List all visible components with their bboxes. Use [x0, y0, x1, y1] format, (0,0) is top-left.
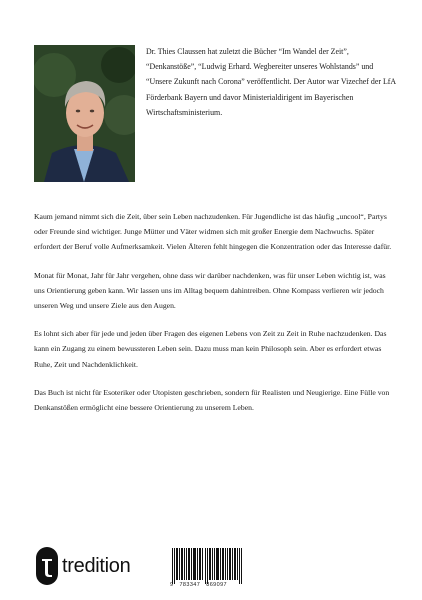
author-photo [34, 45, 135, 182]
blurb-paragraph: Kaum jemand nimmt sich die Zeit, über sein Leben nachzudenken. Für Jugendliche ist das häufig „uncool“, Partys oder Freunde sind wichtiger. Junge Mütter und Väter widmen sich mit großer Energie dem Nachwuchs. Später erfordert der Beruf volle Aufmerksamkeit. Vielen Älteren fehlt hingegen die Konzentration oder das Interesse dafür. [34, 212, 392, 252]
blurb-paragraph: Monat für Monat, Jahr für Jahr vergehen, ohne dass wir darüber nachdenken, was für unser Leben wichtig ist, was uns Orientierung geben kann. Wir lassen uns im Alltag bequem dahintreiben. Ohne Kompass verlieren wir jedoch unseren Weg und unsere Ziele aus den Augen. [34, 270, 386, 311]
barcode-digit-group: 9 [170, 582, 174, 588]
publisher-logo [36, 546, 130, 586]
publisher-name: tredition [62, 554, 131, 577]
barcode-digit-group: 869097 [206, 582, 227, 588]
author-bio: Dr. Thies Claussen hat zuletzt die Bücher “Im Wandel der Zeit”, “Denkanstöße”, “Ludwig Erhard. Wegbereiter unseres Wohlstands” und “Unsere Zukunft nach Corona” veröffentlicht. Der Autor war Vizechef der LfA Förderbank Bayern und davor Ministerialdirigent im Bayerischen Wirtschaftsministerium. [146, 47, 396, 117]
blurb [34, 209, 396, 428]
blurb-paragraph: Das Buch ist nicht für Esoteriker oder Utopisten geschrieben, sondern für Realisten und Neugierige. Eine Fülle von Denkanstößen ermöglicht eine bessere Orientierung zu unserem Leben. [34, 387, 390, 413]
barcode-digit-group: 783347 [179, 582, 201, 588]
blurb-paragraph: Es lohnt sich aber für jede und jeden über Fragen des eigenen Lebens von Zeit zu Zeit in Ruhe nachzudenken. Das kann ein Zugang zu einem bewussteren Leben sein. Dazu muss man kein Philosoph sein. Aber es erfordert etwas Ruhe, Zeit und Nachdenklichkeit. [34, 329, 387, 369]
tredition-logo-icon [36, 547, 58, 585]
barcode-digits [170, 582, 250, 588]
